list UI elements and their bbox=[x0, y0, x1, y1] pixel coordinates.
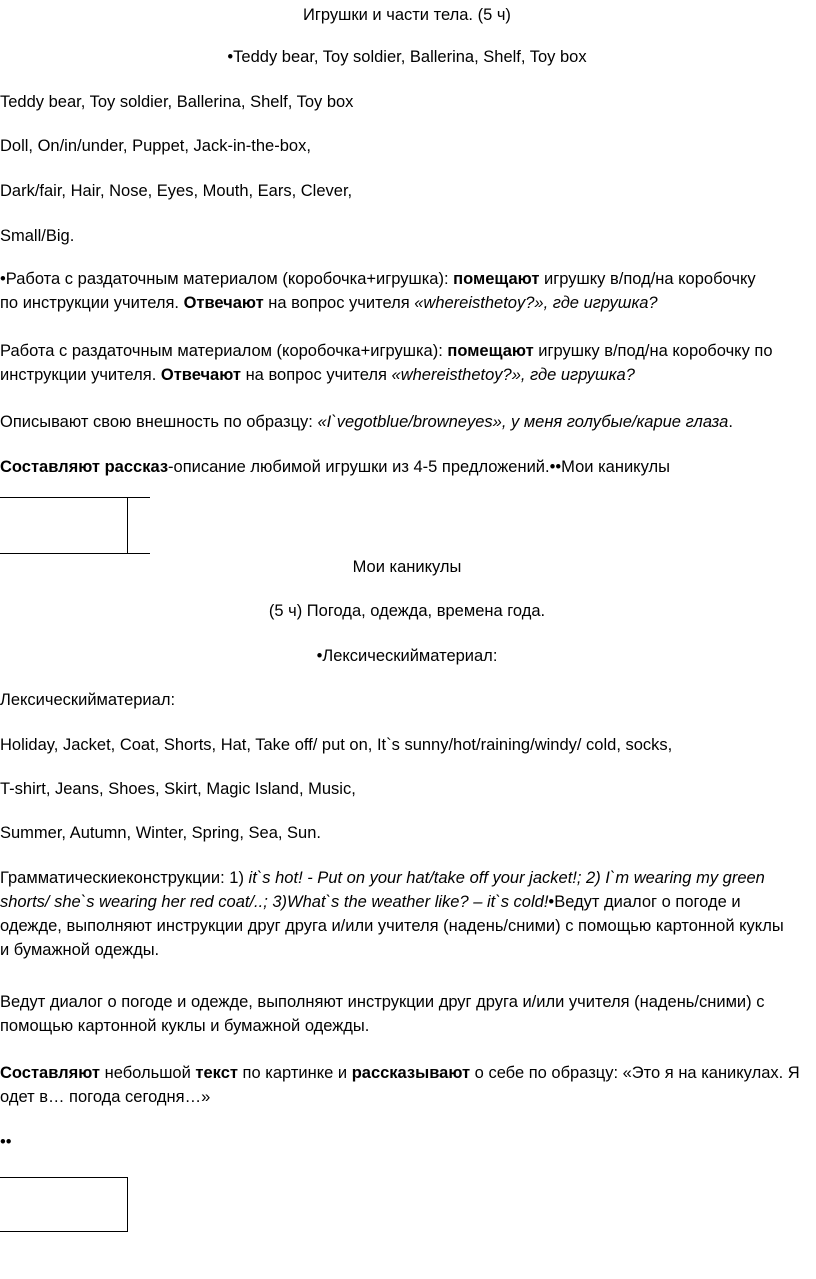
vocab2-line: T-shirt, Jeans, Shoes, Skirt, Magic Island, Music, bbox=[0, 780, 356, 798]
activity1: Работа с раздаточным материалом (коробочка+игрушка): помещают игрушку в/под/на коробочку по инструкции учителя. Отвечают на вопрос учителя «whereisthetoy?», где игрушка? bbox=[0, 342, 773, 384]
bullet: •• bbox=[549, 458, 562, 476]
section2-subtitle: (5 ч) Погода, одежда, времена года. bbox=[268, 602, 546, 620]
vocab1-line: Dark/fair, Hair, Nose, Eyes, Mouth, Ears, Clever, bbox=[0, 182, 353, 200]
vocab1-heading: •Teddy bear, Toy soldier, Ballerina, Shelf, Toy box bbox=[227, 48, 587, 66]
story2: Составляют небольшой текст по картинке и рассказывают о себе по образцу: «Это я на каникулах. Я одет в… погода сегодня…» bbox=[0, 1064, 800, 1106]
vocab1-line: Teddy bear, Toy soldier, Ballerina, Shelf, Toy box bbox=[0, 93, 354, 111]
bullet: • bbox=[0, 270, 6, 288]
lexical-heading-bulleted: •Лексическийматериал: bbox=[316, 647, 498, 665]
table-divider bbox=[127, 498, 128, 553]
lexical-heading: Лексическийматериал: bbox=[0, 691, 176, 709]
end-bullets: •• bbox=[0, 1133, 12, 1151]
describe-appearance: Описывают свою внешность по образцу: «I`vegotblue/browneyes», у меня голубые/карие глаза. bbox=[0, 413, 733, 431]
vocab1-line: Small/Big. bbox=[0, 227, 75, 245]
dialogue-activity: Ведут диалог о погоде и одежде, выполняют инструкции друг друга и/или учителя (надень/сними) с помощью картонной куклы и бумажной одежды. bbox=[0, 993, 765, 1035]
grammar-constructions: Грамматическиеконструкции: 1) it`s hot! - Put on your hat/take off your jacket!; 2) I`m wearing my green shorts/ she`s wearing her red coat/..; 3)What`s the weather like? – it`s cold!•Ведут диалог о погоде и одежде, выполняют инструкции друг друга и/или учителя (надень/сними) с помощью картонной куклы и бумажной одежды. bbox=[0, 869, 784, 959]
vocab1-line: Doll, On/in/under, Puppet, Jack-in-the-box, bbox=[0, 137, 311, 155]
table-frame bbox=[0, 1177, 128, 1232]
bullet: • bbox=[548, 893, 555, 911]
activity1-bulleted: •Работа с раздаточным материалом (коробочка+игрушка): помещают игрушку в/под/на коробочку по инструкции учителя. Отвечают на вопрос учителя «whereisthetoy?», где игрушка? bbox=[0, 270, 756, 312]
bullet: • bbox=[316, 647, 323, 665]
story1: Составляют рассказ-описание любимой игрушки из 4-5 предложений.••Мои каникулы bbox=[0, 458, 670, 476]
page-title: Игрушки и части тела. (5 ч) bbox=[303, 6, 511, 24]
vocab2-line: Summer, Autumn, Winter, Spring, Sea, Sun. bbox=[0, 824, 321, 842]
bullet: • bbox=[227, 48, 234, 66]
section2-title: Мои каникулы bbox=[352, 558, 462, 576]
table-frame bbox=[0, 497, 150, 554]
vocab2-line: Holiday, Jacket, Coat, Shorts, Hat, Take off/ put on, It`s sunny/hot/raining/windy/ cold, socks, bbox=[0, 736, 673, 754]
